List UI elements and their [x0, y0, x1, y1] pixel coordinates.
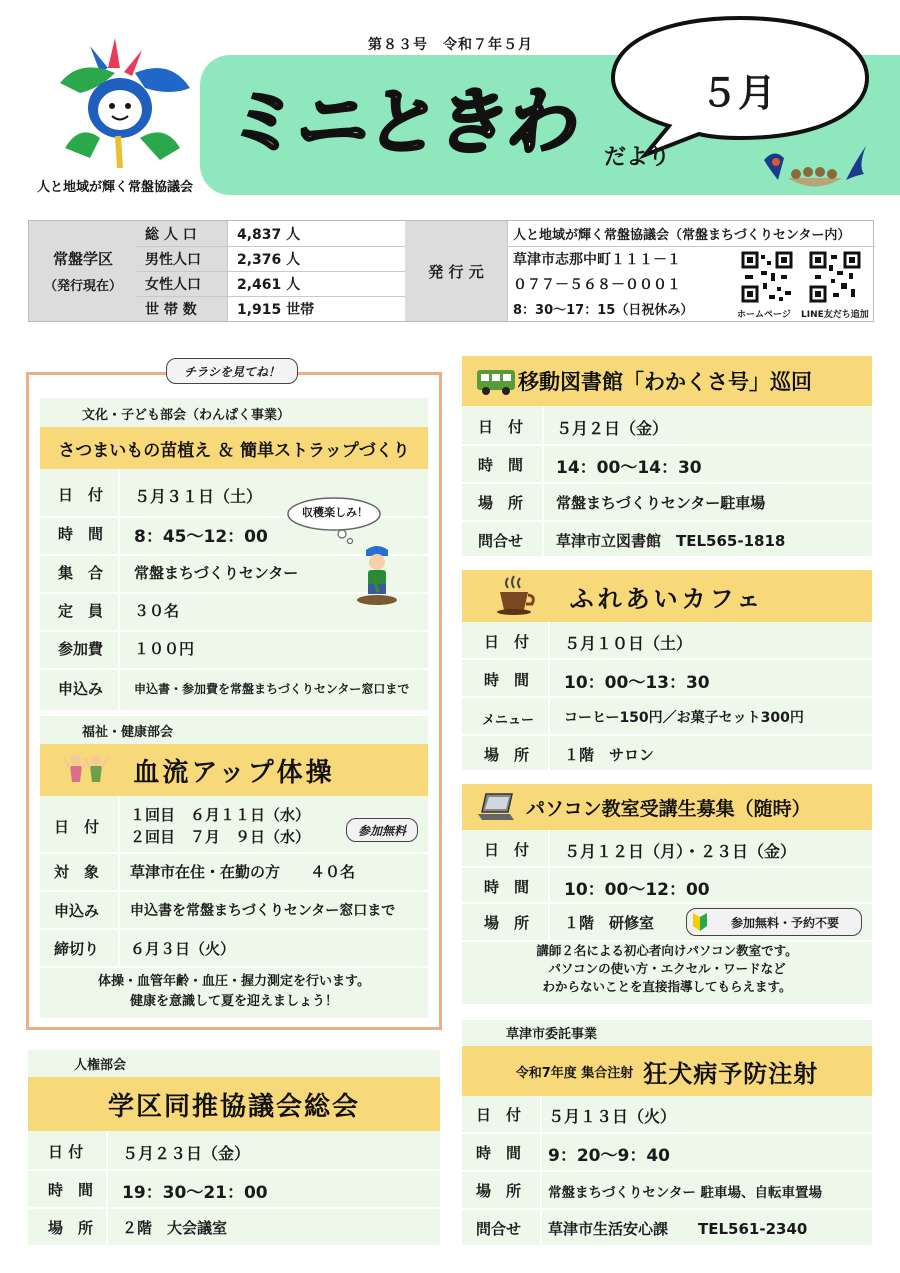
health-note: [40, 972, 428, 1011]
health-note-line2: 健康を意識して夏を迎えましょう！: [129, 993, 338, 1009]
district-asof: （発行現在）: [43, 279, 122, 294]
thought-bubble-text: 収穫楽しみ！: [302, 506, 368, 519]
line-qr-icon[interactable]: [809, 251, 861, 303]
health-section-head: 福祉・健康部会: [82, 725, 174, 740]
kids-date-label: 日 付: [58, 486, 104, 504]
district-name: 常盤学区: [52, 250, 113, 268]
kids-fee-label: 参加費: [58, 640, 104, 658]
month-label: ５月: [700, 71, 777, 115]
kids-apply-label: 申込み: [58, 680, 104, 698]
beginner-mark-icon: [692, 913, 708, 931]
kids-time-value: 8：45～12：00: [134, 527, 268, 547]
cafe-place-label: 場 所: [484, 746, 530, 764]
publisher-hours: 8：30～17：15（日祝休み）: [513, 303, 694, 318]
pc-time-label: 時 間: [484, 878, 530, 896]
kids-time-label: 時 間: [58, 525, 104, 543]
rabies-place-label: 場 所: [476, 1182, 522, 1200]
pc-event-title: パソコン教室受講生募集（随時）: [462, 784, 872, 830]
publisher-phone: ０７７－５６８－０００１: [513, 276, 681, 293]
cafe-menu-value: コーヒー150円／お菓子セット300円: [564, 710, 804, 726]
farmer-icon: [354, 542, 400, 606]
health-deadline-value: ６月３日（火）: [130, 940, 236, 958]
rights-time-label: 時 間: [48, 1181, 94, 1199]
population-female-label: 女性人口: [137, 271, 227, 296]
rabies-place-value: 常盤まちづくりセンター 駐車場、自転車置場: [548, 1185, 823, 1201]
district-info-table: [28, 220, 874, 322]
laptop-icon: [478, 790, 518, 822]
kids-capacity-label: 定 員: [58, 602, 104, 620]
logo-caption: 人と地域が輝く常盤協議会: [36, 180, 194, 195]
kids-event-title: さつまいもの苗植え ＆ 簡単ストラップづくり: [40, 427, 428, 469]
rabies-time-label: 時 間: [476, 1144, 522, 1162]
rabies-event-title: 狂犬病予防注射: [643, 1059, 819, 1088]
health-apply-label: 申込み: [54, 902, 100, 920]
homepage-qr-caption: ホームページ: [737, 310, 791, 320]
rabies-title-band: [462, 1046, 872, 1096]
cafe-event-title: ふれあいカフェ: [462, 570, 872, 622]
cafe-time-value: 10：00～13：30: [564, 673, 710, 693]
kids-fee-value: １００円: [134, 640, 195, 658]
health-target-label: 対 象: [54, 863, 100, 881]
mobile-library-bus-icon: [476, 366, 516, 396]
kids-date-value: ５月３１日（土）: [134, 487, 263, 506]
population-male-label: 男性人口: [137, 246, 227, 271]
issue-number: 第８３号 令和７年５月: [368, 37, 533, 53]
publisher-address: 草津市志那中町１１１－１: [513, 251, 681, 268]
population-male-value: 2,376 人: [237, 251, 301, 268]
library-time-value: 14：00～14：30: [556, 458, 702, 478]
logo-mark: [60, 38, 190, 168]
cafe-menu-label: メニュー: [482, 713, 535, 728]
rights-date-label: 日 付: [48, 1143, 84, 1161]
publisher-label: 発 行 元: [405, 221, 507, 321]
health-date-label: 日 付: [54, 818, 100, 836]
pc-note: [462, 942, 872, 996]
kids-meet-value: 常盤まちづくりセンター: [134, 564, 299, 582]
pc-date-value: ５月１２日（月）・２３日（金）: [564, 842, 797, 861]
rabies-contact-label: 問合せ: [476, 1220, 522, 1238]
cafe-place-value: １階 サロン: [564, 746, 655, 764]
pc-date-label: 日 付: [484, 841, 530, 859]
council-logo: [20, 28, 210, 198]
rabies-date-value: ５月１３日（火）: [548, 1107, 677, 1126]
newsletter-title-sub: だより: [604, 145, 671, 170]
exercising-people-icon: [64, 752, 110, 792]
rights-place-value: ２階 大会議室: [122, 1219, 228, 1237]
kids-apply-value: 申込書・参加費を常盤まちづくりセンター窓口まで: [134, 682, 410, 696]
library-event-title: 移動図書館「わかくさ号」巡回: [462, 356, 872, 406]
pc-free-badge: 参加無料・予約不要: [686, 908, 862, 936]
flyer-tag: チラシを見てね！: [166, 358, 298, 384]
health-date-first: １回目 ６月１１日（水）: [130, 806, 311, 824]
coffee-cup-icon: [494, 574, 538, 618]
pc-note-line3: わからないことを直接指導してもらえます。: [542, 979, 792, 995]
rights-date-value: ５月２３日（金）: [122, 1144, 251, 1163]
health-date-second: ２回目 ７月 ９日（水）: [130, 828, 311, 846]
cafe-date-label: 日 付: [484, 633, 530, 651]
swallow-nest-icon: [760, 140, 870, 195]
rabies-contact-value: 草津市生活安心課 TEL561-2340: [548, 1220, 808, 1238]
publisher-name: 人と地域が輝く常盤協議会（常盤まちづくりセンター内）: [513, 228, 851, 243]
health-apply-value: 申込書を常盤まちづくりセンター窓口まで: [130, 903, 396, 919]
households-label: 世 帯 数: [137, 296, 227, 321]
rights-event-title: 学区同推協議会総会: [28, 1077, 440, 1131]
library-time-label: 時 間: [478, 456, 524, 474]
library-date-label: 日 付: [478, 418, 524, 436]
pc-note-line2: パソコンの使い方・エクセル・ワードなど: [548, 961, 786, 977]
pc-place-value: １階 研修室: [564, 914, 655, 932]
kids-capacity-value: ３０名: [134, 602, 180, 620]
pc-place-label: 場 所: [484, 914, 530, 932]
population-female-value: 2,461 人: [237, 276, 301, 293]
health-free-badge: 参加無料: [346, 818, 418, 842]
library-date-value: ５月２日（金）: [556, 419, 669, 438]
health-event-title: 血流アップ体操: [40, 744, 428, 796]
rabies-date-label: 日 付: [476, 1106, 522, 1124]
health-deadline-label: 締切り: [54, 940, 100, 958]
cafe-date-value: ５月１０日（土）: [564, 634, 693, 653]
pc-note-line1: 講師２名による初心者向けパソコン教室です。: [536, 943, 798, 958]
rabies-time-value: 9：20～9：40: [548, 1146, 670, 1166]
newsletter-title: ミニときわ: [222, 80, 584, 164]
cafe-time-label: 時 間: [484, 671, 530, 689]
pc-time-value: 10：00～12：00: [564, 880, 710, 900]
library-place-label: 場 所: [478, 494, 524, 512]
population-total-label: 総 人 口: [137, 221, 227, 246]
rabies-section-head: 草津市委託事業: [506, 1027, 598, 1042]
kids-meet-label: 集 合: [58, 564, 104, 582]
line-qr-caption: LINE友だち追加: [801, 310, 869, 320]
population-total-value: 4,837 人: [237, 226, 301, 243]
library-contact-value: 草津市立図書館 TEL565-1818: [556, 532, 786, 550]
rights-place-label: 場 所: [48, 1219, 94, 1237]
rabies-title-prefix: 令和7年度 集合注射: [515, 1065, 634, 1081]
kids-section-head: 文化・子ども部会（わんぱく事業）: [82, 408, 291, 423]
library-contact-label: 問合せ: [478, 532, 524, 550]
library-place-value: 常盤まちづくりセンター駐車場: [556, 494, 766, 512]
health-note-line1: 体操・血管年齢・血圧・握力測定を行います。: [98, 974, 370, 989]
rights-time-value: 19：30～21：00: [122, 1183, 268, 1203]
rights-section-head: 人権部会: [74, 1058, 127, 1073]
district-cell: [29, 221, 137, 321]
homepage-qr-icon[interactable]: [741, 251, 793, 303]
households-value: 1,915 世帯: [237, 301, 315, 318]
health-target-value: 草津市在住・在勤の方 ４０名: [130, 863, 356, 881]
